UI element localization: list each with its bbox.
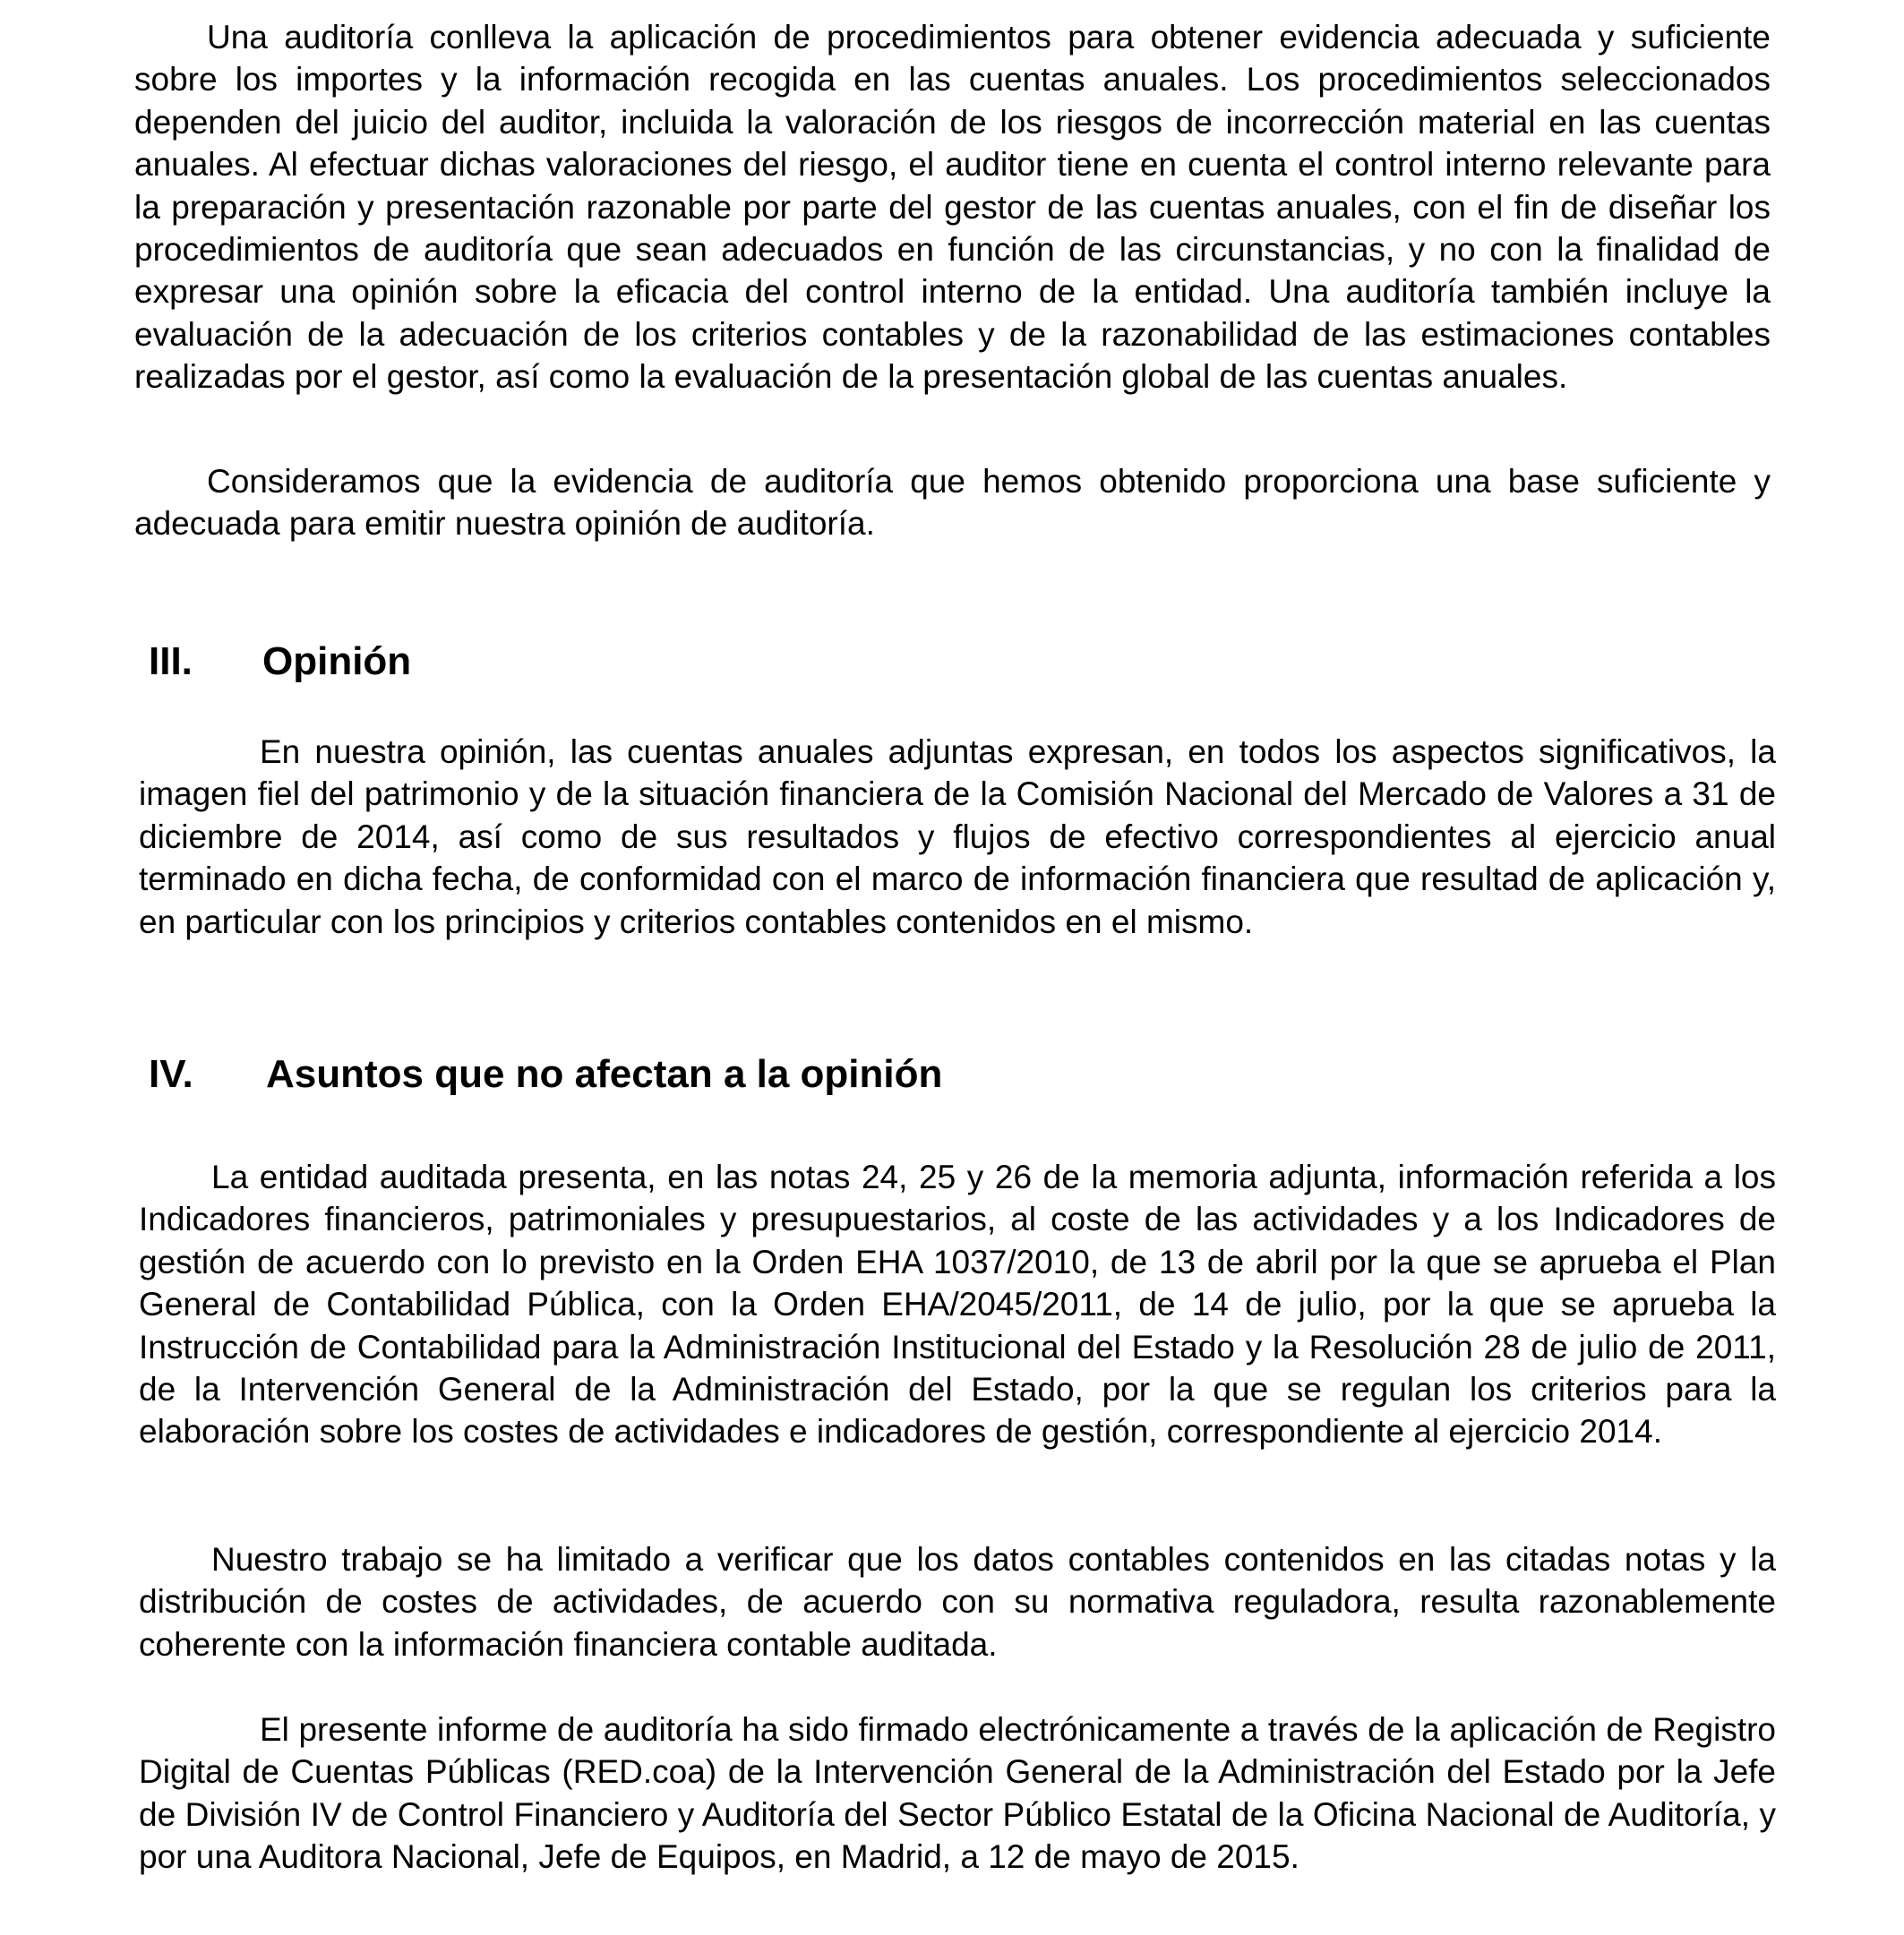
section-number: IV. <box>149 1052 193 1096</box>
paragraph-indicators-info: La entidad auditada presenta, en las notas 24, 25 y 26 de la memoria adjunta, información referida a los Indicadores financieros, patrimoniales y presupuestarios, al coste de las actividades y a los Indicadores de gestión de acuerdo con lo previsto en la Orden EHA 1037/2010, de 13 de abril por la que se aprueba el Plan General de Contabilidad Pública, con la Orden EHA/2045/2011, de 14 de julio, por la que se aprueba la Instrucción de Contabilidad para la Administración Institucional del Estado y la Resolución 28 de julio de 2011, de la Intervención General de la Administración del Estado, por la que se regulan los criterios para la elaboración sobre los costes de actividades e indicadores de gestión, correspondiente al ejercicio 2014. <box>139 1159 1776 1451</box>
paragraph-work-scope: Nuestro trabajo se ha limitado a verificar que los datos contables contenidos en las citadas notas y la distribución de costes de actividades, de acuerdo con su normativa reguladora, resulta razonablemente coherente con la información financiera contable auditada. <box>139 1541 1776 1663</box>
paragraph-audit-evidence: Consideramos que la evidencia de auditoría que hemos obtenido proporciona una base suficiente y adecuada para emitir nuestra opinión de auditoría. <box>134 463 1771 543</box>
section-heading-opinion <box>149 638 411 685</box>
paragraph-audit-procedures: Una auditoría conlleva la aplicación de procedimientos para obtener evidencia adecuada y suficiente sobre los importes y la información recogida en las cuentas anuales. Los procedimientos seleccionados dependen del juicio del auditor, incluida la valoración de los riesgos de incorrección material en las cuentas anuales. Al efectuar dichas valoraciones del riesgo, el auditor tiene en cuenta el control interno relevante para la preparación y presentación razonable por parte del gestor de las cuentas anuales, con el fin de diseñar los procedimientos de auditoría que sean adecuados en función de las circunstancias, y no con la finalidad de expresar una opinión sobre la eficacia del control interno de la entidad. Una auditoría también incluye la evaluación de la adecuación de los criterios contables y de la razonabilidad de las estimaciones contables realizadas por el gestor, así como la evaluación de la presentación global de las cuentas anuales. <box>134 19 1771 396</box>
section-number: III. <box>149 639 193 683</box>
section-title: Asuntos que no afectan a la opinión <box>266 1052 943 1096</box>
section-heading-other-matters <box>149 1051 942 1098</box>
section-title: Opinión <box>262 639 412 683</box>
paragraph-signature-statement: El presente informe de auditoría ha sido firmado electrónicamente a través de la aplicación de Registro Digital de Cuentas Públicas (RED.coa) de la Intervención General de la Administración del Estado por la Jefe de División IV de Control Financiero y Auditoría del Sector Público Estatal de la Oficina Nacional de Auditoría, y por una Auditora Nacional, Jefe de Equipos, en Madrid, a 12 de mayo de 2015. <box>139 1711 1776 1876</box>
paragraph-opinion: En nuestra opinión, las cuentas anuales adjuntas expresan, en todos los aspectos significativos, la imagen fiel del patrimonio y de la situación financiera de la Comisión Nacional del Mercado de Valores a 31 de diciembre de 2014, así como de sus resultados y flujos de efectivo correspondientes al ejercicio anual terminado en dicha fecha, de conformidad con el marco de información financiera que resultad de aplicación y, en particular con los principios y criterios contables contenidos en el mismo. <box>139 733 1776 940</box>
